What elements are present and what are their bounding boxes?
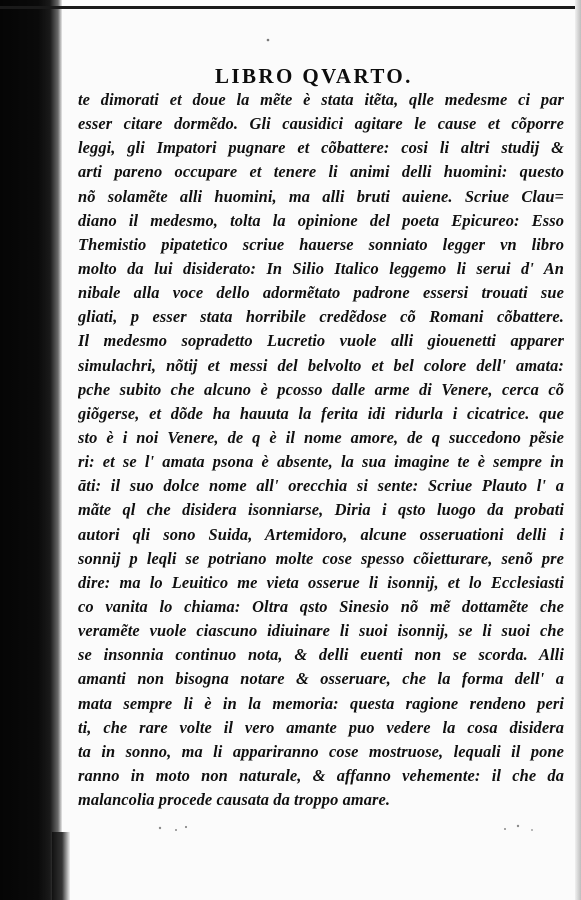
text-line: āti: il suo dolce nome all' orecchia si sente: Scriue Plauto l' a bbox=[78, 476, 564, 496]
text-line: arti pareno occupare et tenere li animi delli huomini: questo bbox=[78, 162, 564, 182]
top-edge-line bbox=[0, 6, 581, 9]
text-line: leggi, gli Impatori pugnare et cõbattere: cosi li altri studij & bbox=[78, 138, 564, 158]
running-header: LIBRO QVARTO. bbox=[215, 64, 413, 88]
speck bbox=[267, 39, 270, 42]
binding-gutter bbox=[0, 0, 62, 900]
text-line: molto da lui disiderato: In Silio Italico leggemo li serui d' An bbox=[78, 258, 564, 278]
text-line: amanti non bisogna notare & osseruare, che la forma dell' a bbox=[78, 669, 564, 689]
text-line: te dimorati et doue la mẽte è stata itẽta, qlle medesme ci par bbox=[78, 90, 564, 109]
text-line: ti, che rare volte il vero amante puo vedere la cosa disidera bbox=[78, 717, 564, 737]
text-line: mãte ql che disidera isonniarse, Diria i qsto luogo da probati bbox=[78, 500, 564, 520]
text-line: co vanita lo chiama: Oltra qsto Sinesio nõ mẽ dottamẽte che bbox=[78, 596, 564, 616]
text-line: sto è i noi Venere, de q è il nome amore, de q succedono pẽsie bbox=[78, 427, 564, 447]
text-line: ranno in moto non naturale, & affanno vehemente: il che da bbox=[78, 765, 564, 785]
speck bbox=[531, 829, 533, 831]
speck bbox=[159, 827, 161, 829]
text-line: se insonnia continuo nota, & delli euenti non se scorda. Alli bbox=[78, 645, 564, 665]
text-line: gliati, p esser stata horribile credẽdose cõ Romani cõbattere. bbox=[78, 307, 564, 327]
bottom-gutter-shadow bbox=[52, 832, 70, 900]
text-line-last: malancolia procede causata da troppo amare. bbox=[78, 790, 391, 810]
text-line: sonnij p leqli se potriano molte cose spesso cõietturare, senõ pre bbox=[78, 548, 564, 568]
text-line: mata sempre li è in la memoria: questa ragione rendeno peri bbox=[78, 693, 564, 713]
text-line: nibale alla voce dello adormẽtato padrone essersi trouati sue bbox=[78, 283, 564, 303]
text-line: ta in sonno, ma li appariranno cose mostruose, lequali il pone bbox=[78, 741, 564, 761]
text-line: pche subito che alcuno è pcosso dalle arme di Venere, cerca cõ bbox=[78, 379, 564, 399]
speck bbox=[504, 828, 506, 830]
text-line: Themistio pipatetico scriue hauerse sonniato legger vn libro bbox=[78, 234, 564, 254]
text-line: diano il medesmo, tolta la opinione del poeta Epicureo: Esso bbox=[78, 210, 564, 230]
text-line: Il medesmo sopradetto Lucretio vuole alli giouenetti apparer bbox=[78, 331, 564, 351]
text-line: dire: ma lo Leuitico me vieta osserue li isonnij, et lo Ecclesiasti bbox=[78, 572, 564, 592]
text-line: nõ solamẽte alli huomini, ma alli bruti auiene. Scriue Clau= bbox=[78, 186, 564, 206]
text-line: esser citare dormẽdo. Gli causidici agitare le cause et cõporre bbox=[78, 114, 564, 134]
speck bbox=[185, 826, 187, 828]
text-line: autori qli sono Suida, Artemidoro, alcune osseruationi delli i bbox=[78, 524, 564, 544]
text-line: simulachri, nõtij et messi del belvolto et bel colore dell' amata: bbox=[78, 355, 564, 375]
page-right-edge bbox=[575, 0, 581, 900]
speck bbox=[517, 825, 519, 827]
text-line: ri: et se l' amata psona è absente, la sua imagine te è sempre in bbox=[78, 452, 564, 472]
body-text bbox=[78, 88, 564, 812]
text-line: veramẽte vuole ciascuno idiuinare li suoi isonnij, se li suoi che bbox=[78, 621, 564, 641]
text-line: giõgerse, et dõde ha hauuta la ferita idi ridurla i cicatrice. que bbox=[78, 403, 564, 423]
speck bbox=[175, 829, 177, 831]
